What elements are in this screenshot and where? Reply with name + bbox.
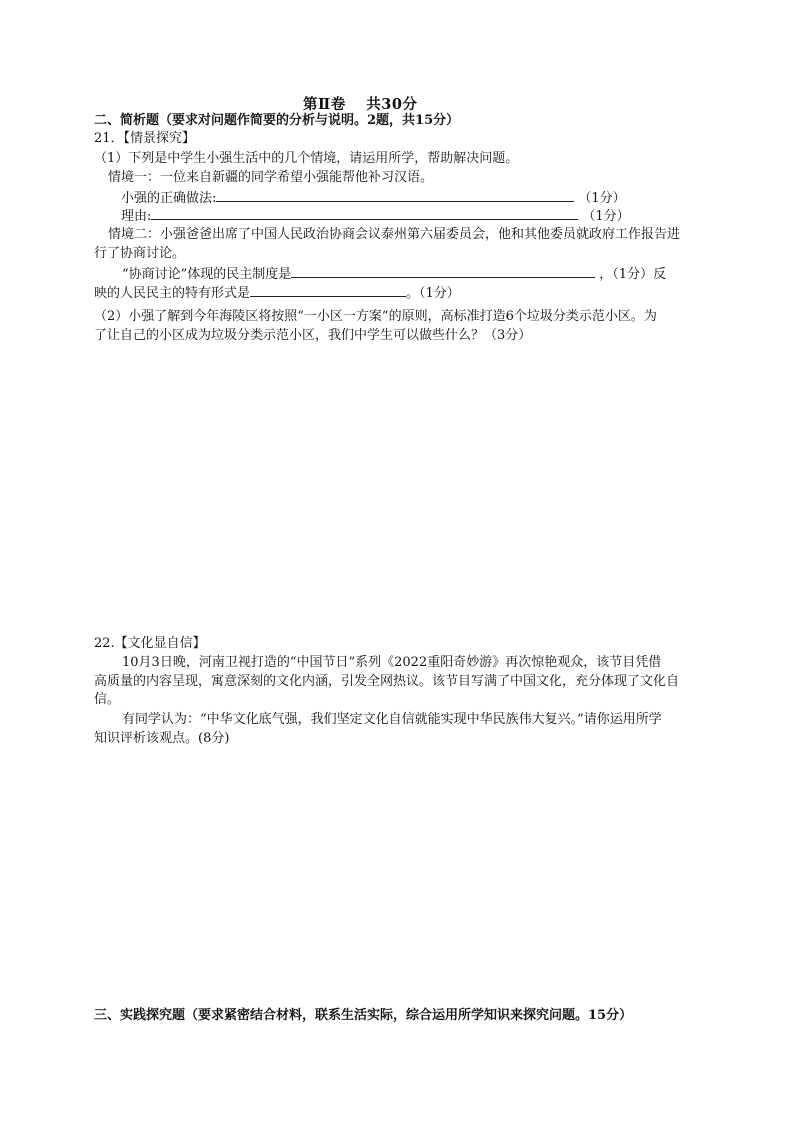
q22-answer-area[interactable] (94, 755, 700, 995)
reason-score: （1分） (582, 209, 630, 224)
part3-heading: 三、实践探究题（要求紧密结合材料，联系生活实际，综合运用所学知识来探究问题。15分） (94, 1008, 633, 1023)
reason-line (121, 207, 630, 225)
q22-para1-line1: 10月3日晚，河南卫视打造的“中国节日”系列《2022重阳奇妙游》再次惊艳观众，该节目凭借 (122, 655, 662, 670)
q21-scene2-line2: 行了协商讨论。 (94, 246, 186, 261)
form-score: 。（1分） (406, 286, 460, 301)
answer-blank[interactable] (151, 207, 578, 220)
correct-approach-score: （1分） (578, 191, 626, 206)
answer-blank[interactable] (250, 284, 406, 297)
answer-blank[interactable] (291, 265, 595, 278)
q21-sub2-line1: （2）小强了解到今年海陵区将按照“一小区一方案”的原则，高标准打造6个垃圾分类示范小区。为 (94, 309, 657, 324)
q21-scene1: 情境一：一位来自新疆的同学希望小强能帮他补习汉语。 (108, 170, 434, 185)
q22-para2-line2: 知识评析该观点。(8分) (94, 731, 230, 746)
q22-label: 22.【文化显自信】 (94, 636, 206, 651)
section-title: 第Ⅱ卷 共30分 (303, 96, 418, 113)
q22-para1-line2: 高质量的内容呈现，寓意深刻的文化内涵，引发全网热议。该节目写满了中国文化，充分体现了文化自 (94, 674, 680, 689)
q21-sub2-line2: 了让自己的小区成为垃圾分类示范小区，我们中学生可以做些什么？（3分） (94, 328, 532, 343)
consult-label: “协商讨论”体现的民主制度是 (122, 267, 292, 282)
q21-label: 21．【情景探究】 (94, 131, 196, 146)
q22-para1-line3: 信。 (94, 692, 121, 707)
q21-answer-area[interactable] (94, 350, 700, 630)
correct-approach-label: 小强的正确做法: (121, 191, 217, 206)
q22-para2-line1: 有同学认为：“中华文化底气强，我们坚定文化自信就能实现中华民族伟大复兴。”请你运用所学 (122, 712, 662, 727)
consult-score: ，（1分）反 (599, 267, 667, 282)
reason-label: 理由: (121, 209, 152, 224)
correct-approach-line (121, 189, 626, 207)
answer-blank[interactable] (216, 189, 574, 202)
consult-line (122, 265, 666, 283)
part2-heading: 二、简析题（要求对问题作简要的分析与说明。2题，共15分） (94, 113, 460, 128)
q21-scene2-line1: 情境二：小强爸爸出席了中国人民政治协商会议泰州第六届委员会，他和其他委员就政府工作报告进 (108, 227, 681, 242)
form-line (94, 284, 460, 302)
q21-sub1-intro: （1）下列是中学生小强生活中的几个情境，请运用所学，帮助解决问题。 (94, 151, 519, 166)
form-label: 映的人民民主的特有形式是 (94, 286, 251, 301)
